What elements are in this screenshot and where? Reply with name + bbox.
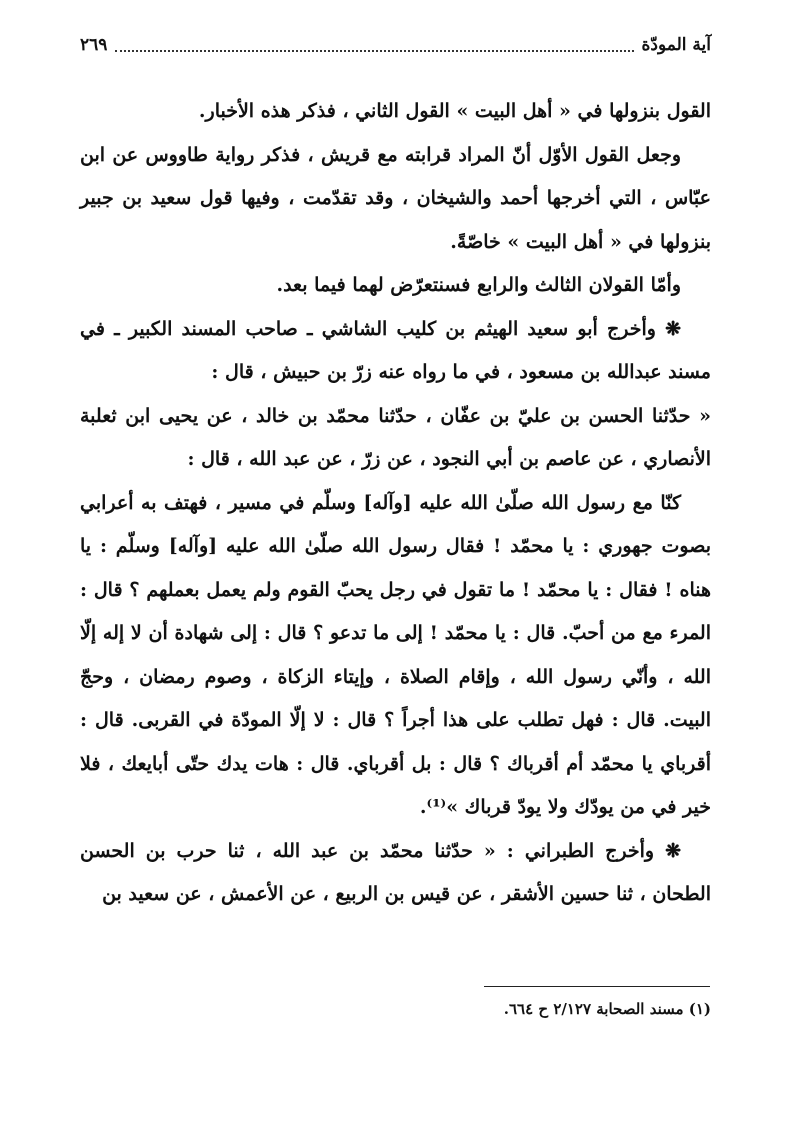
paragraph: القول بنزولها في « أهل البيت » القول الثاني ، فذكر هذه الأخبار. <box>198 100 711 122</box>
page-number: ٢٦٩ <box>80 35 108 55</box>
paragraph: كنّا مع رسول الله صلّىٰ الله عليه [وآله] وسلّم في مسير ، فهتف به أعرابي بصوت جهوري : يا محمّد ! فقال رسول الله صلّىٰ الله عليه [وآله] وسلّم : يا هناه ! فقال : يا محمّد ! ما تقول في رجل يحبّ القوم ولم يعمل بعملهم ؟ قال : المرء مع من أحبّ. قال : يا محمّد ! إلى ما تدعو ؟ قال : إلى شهادة أن لا إله إلّا الله ، وأنّي رسول الله ، وإقام الصلاة ، وإيتاء الزكاة ، وصوم رمضان ، وحجّ البيت. قال : فهل تطلب على هذا أجراً ؟ قال : لا إلّا المودّة في القربى. قال : أقرباي يا محمّد أم أقرباك ؟ قال : بل أقرباي. قال : هات يدك حتّى أبايعك ، فلا خير في من يودّك ولا يودّ قرباك »⁽¹⁾. <box>80 491 711 818</box>
paragraph: وأمّا القولان الثالث والرابع فسنتعرّض لهما فيما بعد. <box>276 274 681 296</box>
footnote: (١) مسند الصحابة ٢/١٢٧ ح ٦٦٤. <box>503 1000 711 1018</box>
paragraph: « حدّثنا الحسن بن عليّ بن عفّان ، حدّثنا محمّد بن خالد ، عن يحيى ابن ثعلبة الأنصاري ، عن عاصم بن أبي النجود ، عن زرّ ، عن عبد الله ، قال : <box>80 404 711 470</box>
paragraph: وجعل القول الأوّل أنّ المراد قرابته مع قريش ، فذكر رواية طاووس عن ابن عبّاس ، التي أخرجها أحمد والشيخان ، وقد تقدّمت ، وفيها قول سعيد بن جبير بنزولها في « أهل البيت » خاصّةً. <box>80 143 711 253</box>
paragraph: ❋ وأخرج الطبراني : « حدّثنا محمّد بن عبد الله ، ثنا حرب بن الحسن الطحان ، ثنا حسين الأشقر ، عن قيس بن الربيع ، عن الأعمش ، عن سعيد بن <box>80 839 711 905</box>
footnote-separator <box>484 986 710 987</box>
leader-dots <box>115 38 633 52</box>
paragraph: ❋ وأخرج أبو سعيد الهيثم بن كليب الشاشي ـ صاحب المسند الكبير ـ في مسند عبدالله بن مسعود ، في ما رواه عنه زرّ بن حبيش ، قال : <box>80 317 711 383</box>
chapter-title: آية المودّة <box>641 35 711 55</box>
body-text <box>80 90 711 917</box>
running-header <box>80 30 711 60</box>
